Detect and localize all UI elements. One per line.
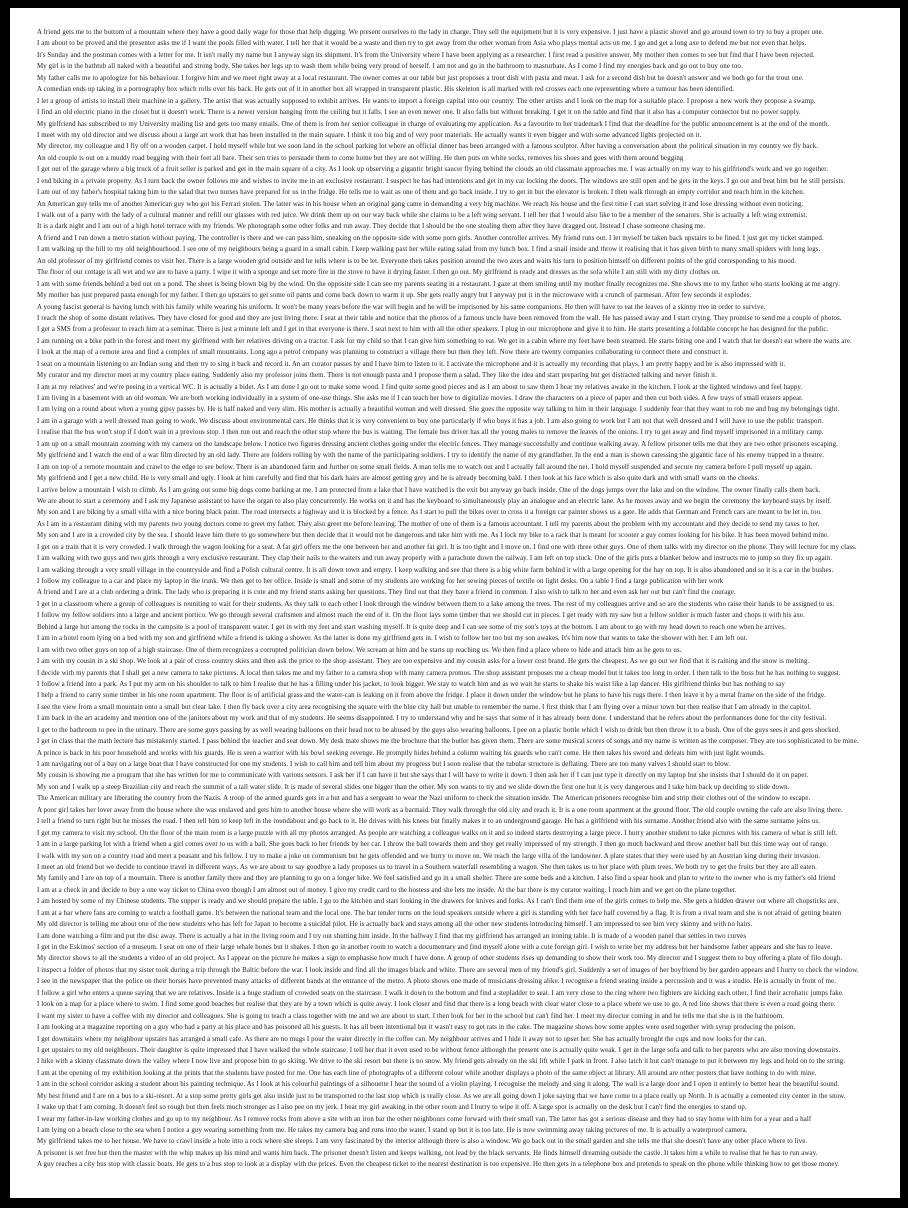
- dream-entry: My son and I walk up a steep Brazilian city and reach the summit of a tall water slide. It is made of several slides one bigger than the other. My son wants to try and we slide down the first one but it is very dangerous and I take him back up deciding to slide down.: [37, 783, 790, 791]
- dream-entry: I am at a check in and decide to buy a one way ticket to China even though I am almost out of money. I give my credit card to the hostess and she lets me inside. At the bar there is my curator waiting. I reach him and we get on the plane together.: [37, 886, 737, 894]
- dream-entry: As I am in a restaurant dining with my parents two young doctors come to greet my father. They also greet me before leaving. The mother of one of them is a famous accountant. I tell my parents about the problem with my accountant and they decide to send my taxes to her.: [37, 520, 820, 528]
- dream-entry: I am about to be proved and the presenter asks me if I want the pools filled with water. I tell her that it would be a waste and then try to get away from the other woman from Asia who plays mental acts on me. I go and get a long axe to defend me but not even that helps.: [37, 40, 807, 48]
- dream-entry: I realise that the bus won't stop if I don't wait in a previous stop. I then run out and reach the other stop where the bus is waiting. The female bus driver has all the young males to remove the leaves of the onions. I try to get away and find myself imprisoned in a military camp.: [37, 429, 824, 437]
- dream-entry: I follow a girl who enters a queue saying that we are relatives. Inside is a huge stadium of crowded seats on the staircase. I walk it down to the bottom and find a stepladder to seat. I am very close to the ring where two fighters are kicking each other. I find their acrobatic jumps fake.: [37, 989, 844, 997]
- dream-entry: A prisoner is set free but then the master with the whip makes up his mind and wants him back. The prisoner doesn't listen and keeps walking, not lead by the black servants. He finds himself dreaming outside the castle. It takes him a while to realise that he has to run away.: [37, 1149, 818, 1157]
- dream-entry: My curator and my director meet at my country place eating. Suddenly also my professor joins them. There is not enough pasta and I propose them a salad. They like the idea and start preparing but get distracted talking and never finish it.: [37, 372, 717, 380]
- dream-entry: I get in a classroom where a group of colleagues is reuniting to wait for their students. As they talk to each other I look through the window between them to a lake among the trees. The rest of my colleagues arrive and so are the students who raise their hands to be assigned to us.: [37, 600, 835, 608]
- dream-entry: A friend gets me to the bottom of a mountain where they have a good daily wage for those that help digging. We present ourselves to the lady in charge. They sell the equipment but it is very expensive. I just have a plastic shovel and go around town to try to buy a proper one.: [37, 29, 824, 36]
- dream-entry: We are about to start a ceremony and I ask my Japanese assistant to have the organ to also play concurrently. He works on it and has the keyboard to simultaneously play an analogue and an electric lane. As he moves away and we begin the ceremony the keyboard stays by itself.: [37, 497, 832, 505]
- dream-entry: An old professor of my girlfriend comes to visit her. There is a large wooden grid outside and he tells where is to be let. Everyone then takes position around the two axes and waits his turn to position himself on different points of the grid corresponding to his mood.: [37, 257, 797, 265]
- dream-entry: A guy reaches a city bus stop with classic boats. He gets to a bus stop to look at a display with the prices. Even the cheapest ticket to the nearest destination is too expensive. He then gets in a telephone box and pretends to speak on the phone while thinking how to get those money.: [37, 1161, 840, 1169]
- dream-entry: I find an old electric piano in the closet but it doesn't work. There is a newer version hanging from the ceiling but it falls. I see an even newer one. It also falls but without breaking. I get it on the table and find that it also has a computer connector but no power supply.: [37, 109, 801, 117]
- dream-entry: I am navigating out of a bay on a large boat that I have constructed for one my students. I wish to call him and tell him about my progress but I soon realise that the tubular structure is deflating. There are too many valves I should start to blow.: [37, 761, 731, 768]
- dream-entry: I hike with a skinny classmate down the valley where I now live and propose him to go skiing. We drive to the ski resort but there is no snow. My friend gets already on the ski lift while I park in front. I also latch it but can't manage to put it between my legs and hold on to the string.: [37, 1058, 846, 1066]
- dream-entry: My girlfriend has subscribed to my University mailing list and gets too many emails. One of them is from her senior colleague in charge of evaluating my application. As a favourite to her trademark I find that the deadline for the public announcement is at the end of the month.: [37, 120, 830, 128]
- dream-entry: I see the view from a small mountain onto a small but clear lake. I then fly back over a city area recognising the square with the blue city hall but unable to remember the name. I first think that I am flying over a minor town but then realise that I am already in the capitol.: [37, 703, 812, 711]
- dream-entry: I am looking at a magazine reporting on a guy who had a party at his place and has poisoned all his guests. It has all been intentional but it wasn't easy to get rats in the cake. The magazine shows how some apples were used together with syrup producing the poison.: [37, 1024, 796, 1032]
- dream-entry: My girl is in the bathtub all naked with a beautiful and strong body. She takes her legs up to wash them while being very proud of herself. I am not and go in the bathroom to masturbate. As I come I find my energies back and go out to buy one too.: [37, 63, 743, 71]
- dream-entry: I am out of my father's hospital taking him to the salad that two nurses have prepared for us in the fridge. He tells me to wait as one of them and go back inside. I try to get in but the elevator is broken. I then walk through an empty corridor and reach him in the kitchen.: [37, 189, 805, 197]
- dream-entry: I get in class that the math lecture has mistakenly started. I pass behind the teacher and seat down. My desk mate shows me the brochure that the butler has given them. There are some musical scores of songs and my name is written as the composer. They are too sophisticated to be mine.: [37, 738, 859, 746]
- dream-entry: I am with two other guys on top of a high staircase. One of them recognizes a corrupted politician down below. We scream at him and he starts up reaching us. We then find a place where to hide and attack him as he gets to us.: [37, 646, 682, 654]
- dream-entry: I am with some friends behind a bed out on a pond. The sheet is being blown big by the wind. On the opposite side I can see my parents seating in a restaurant. I gaze at them smiling until my mother finally recognizes me. She shows me to my father who starts looking at me angry.: [37, 280, 840, 288]
- dream-entry: I am in a hotel room lying on a bed with my son and girlfriend while a friend is taking a shower. As the latter is done my girlfriend gets in. I wish to follow her too but my son awakes. It's him now that wants to take the shower with her. I am left out.: [37, 635, 748, 643]
- dream-entry: I meet an old friend but we decide to continue travel in different ways. As we are about to say goodbye a lady proposes us to travel in a Southern waterfall resembling a wagon. She then takes us to her place with plum trees. We both try to get the fruits but they are all eaten.: [37, 863, 817, 871]
- dream-entry: I get on a train that it is very crowded. I walk through the wagon looking for a seat. A fat girl offers me the one between her and another fat girl. It is too tight and I move on. I find one with three other guys. One of them talks with my director on the phone. They will lecture for my class.: [37, 543, 857, 551]
- dream-entry: My son and I are in a crowded city by the sea. I should leave him there to go somewhere but then decide that it would not be dangerous and take him with me. As I lock my bike to a rack that is meant for scooter a guy comes looking for his bike. It has been moved behind mine.: [37, 532, 829, 540]
- dream-entry: I am up on a small mountain zooming with my camera on the landscape below. I notice two figures dressing ancient clothes going under the electric fences. They manage successfully and continue walking away. A fellow prisoner tells me that they are two other prisoners escaping.: [37, 440, 838, 448]
- dream-entry: The floor of our cottage is all wet and we are to have a party. I wipe it with a sponge and set more fire in the stove to have it drying faster. I then go out. My girlfriend is ready and dresses as the sofa while I am still with my dirty clothes on.: [37, 269, 721, 277]
- dream-entry: I walk with my son on a country road and meet a peasant and his fellow. I try to make a joke on communism but he gets offended and we hurry to move on. We reach the large villa of the landowner. A plate states that they were used by an Austrian king during their invasion.: [37, 852, 821, 860]
- dream-entry: I see in the newspaper that the police on their horses have prevented many attacks of different bands at the entrance of the metro. A photo shows one made of musicians dressing alike. I recognise a friend seating inside a percussion and it was a studio. He is actually in front of me.: [37, 978, 837, 986]
- dream-entry: My family and I are on top of a mountain. There is another family there and they are planning to go on a longer hike. We feel satisfied and go in a small shelter. There are some beds and a kitchen. I also find a spear hook and plan to write to the owner who is my father's old friend: [37, 875, 836, 883]
- dream-entry: I am on top of a remote mountain and crawl to the edge to see below. There is an abandoned farm and further on some small fields. A man tells me to watch out and I actually fall around the net. I hold myself suspended and secure my camera before I pull myself up again.: [37, 463, 813, 471]
- dream-entry: I am at a bar where fans are coming to watch a football game. It's between the national team and the local one. The bar tender turns on the loud speakers outside where a girl is standing with her face half covered by a flag. It is from a rival team and she is not afraid of getting beaten: [37, 909, 842, 917]
- dream-entry: I am done watching a film and put the disc away. There is actually a bat in the living room and I try out shutting him inside. In the hallway I find that my girlfriend has arranged an ironing table. It is made of a wooden panel that settles in two curves: [37, 932, 747, 940]
- dream-entry: I look on a map for a place where to swim. I find some good beaches but realise that they are by a town which is quite away. I look closer and find that there is a long beach with clear water close to a place where we use to go. A red line shows that there is even a road going there.: [37, 1001, 836, 1009]
- dream-entry: A prince is back in his poor household and works with his guards. He is seen a warrior with his bowl seeking revenge. He promptly hides behind a column waiting his guards who can't come. He then takes his sword and defeats him with just light wounds.: [37, 749, 765, 757]
- dream-entry: I get a SMS from a professor to reach him at a seminar. There is just a minute left and I get in that everyone is there. I seat next to him with all the other speakers. I plug in our microphone and give it to him. He starts presenting a foldable concept he has designed for the public.: [37, 326, 829, 334]
- dream-entry: I am back in the art academy and mention one of the janitors about my work and that of my students. He seems disappointed. I try to understand why and he says that some of it has already been done. I understand that he refers about the performances done for the city festival.: [37, 715, 827, 723]
- dream-entry: The American military are liberating the country from the Nazis. A troop of the armed guards gets in a hut and has a sergeant to wear the Nazi uniform to check the situation inside. The American prisoners recognise him and strip their clothes out of the window to escape.: [37, 795, 811, 803]
- dream-entry: I get upstairs to my old neighbours. Their daughter is quite impressed that I have walked the whole staircase. I tell her that it even used to be without fence although the present one is actually quite weak. I get in the large sofa and talk to her parents who are also moving downstairs.: [37, 1046, 841, 1054]
- dream-entry: I am walking with two guys and two girls through a very exclusive restaurant. They clap their nails to the waiters and run away properly with a parachute down the railway. I am left on top stuck. One of the girls puts a blanket below and instructs me to jump so they fix up again.: [37, 555, 833, 563]
- dream-entry: It's Sunday and the postman comes with a letter for me. It isn't really my name but I anyway sign its shipment. It's from the University where I have been applying as a researcher. I first read a positive answer. My mother then comes to see but find that I have been rejected.: [37, 51, 815, 59]
- dream-entry: I tell a friend to turn right but he misses the road. I then tell him to keep left in the roundabout and go back to it. He drives with his knees but finally makes it to an underground garage. He has a girlfriend with his surname. Another friend also with the same surname joins us.: [37, 818, 821, 826]
- dream-entry: A comedian ends up taking in a pornography box which rolls over his back. He gets out of it in another box all wrapped in transparent plastic. His skeleton is all marked with red crosses each one representing where a tumour has been identified.: [37, 86, 735, 94]
- dream-entry: I wear my father-in-law working clothes and go up to my neighbour. As I remove rocks from above a site with an iron bar the other neighbours come forward with their small van. The latter has got a serious disease and they had to stay home with him for a year and a half: [37, 1115, 812, 1123]
- dream-entry: I am lying on a round about when a young gipsy passes by. He is half naked and very slim. His mother is actually a beautiful woman and well dressed. She goes the opposite way talking to him in their language. I suddenly fear that they want to rob me and hug my belongings tight.: [37, 406, 840, 414]
- dream-entry: I get my camera to visit my school. On the floor of the main room is a large puzzle with all my photos arranged. As people are watching a colleague walks on it and so indeed starts destroying a large piece. I hurry another student to take pictures with his camera of what is still left.: [37, 829, 838, 837]
- dream-entry: I am at my relatives' and we're peeing in a vertical WC. It is actually a bidet. As I am done I go out to make some wood. I find quite some good pieces and as I am about to saw them I hear my relatives awake in the kitchen. I look at the lighted windows and feel happy.: [37, 383, 803, 391]
- dream-entry: I get downstairs where my neighbour upstairs has arranged a small cafe. As there are no mugs I pour the water directly in the coffee can. My neighbour arrives and I hide it away not to upset her. She has actually brought the cups and now looks for the can.: [37, 1035, 767, 1043]
- dream-entry: I let a group of artists to install their machine in a gallery. The artist that was actually supposed to exhibit arrives. He wants to import a foreign capital into our country. The other artists and I look on the map for a suitable place. I propose a new work they propose a swamp.: [37, 97, 816, 105]
- dream-entry: My old director is telling me about one of the new students who has left for Japan to become a suicidal pilot. He is actually back and stays among all the other new students introducing himself. I am impressed to see him very skinny and with no hairs.: [37, 921, 753, 929]
- dream-entry: It is a dark night and I am out of a high hotel terrace with my friends. We photograph some other folks and run away. They decide that I should be the one stealing them after they have dragged out. Instead I chase someone chasing me.: [37, 223, 706, 231]
- dream-entry: I get out of the garage where a big truck of a fruit seller is parked and get in the main square of a city. As I look up observing a gigantic bright saucer flying behind the clouds an old classmate approaches me. I was actually on my way to his girlfriend's work and we go together.: [37, 166, 829, 174]
- dream-entry: I look at the map of a remote area and find a complex of small mountains. Long ago a petrol company was planning to construct a village there but then they left. Now there are twenty companies collaborating to connect there and construct it.: [37, 349, 729, 357]
- dream-entry: My director shows to all the students a video of an old project. As I appear on the picture he makes a sign to emphasise how much I have done. A group of other students rises up demanding to show their work too. My director and I suggest them to buy offering a plate of filo dough.: [37, 955, 843, 963]
- dream-entry: I am at the opening of my exhibition looking at the prints that the students have posted for me. One has each line of photographs of a different colour while another displays a photo of the same object at library. All around are other posters that have nothing to do with mine.: [37, 1069, 817, 1077]
- dream-entry: I wake up that I am coming. It doesn't feel so rough but then feels much stronger as I also pee on my jerk. I hear my girl awaking in the other room and I hurry to wipe it off. A large spot is actually on the desk but I can't find the energies to stand up.: [37, 1104, 747, 1112]
- dream-entry: I am in a large parking lot with a friend when a girl comes over to us with a ball. She goes back to her friends by her car. I throw the ball towards them and they get really impressed of my strength. I then go much backward and throw another ball but this time way out of range.: [37, 841, 828, 849]
- dream-entry: I get in the Eskimos' section of a museum. I seat on one of their large whale bones but it shakes. I then go in another room to watch a documentary and find myself alone with a cute foreign girl. I wish to write her my address but her handsome father appears and she has to leave.: [37, 944, 833, 951]
- dream-entry: A friend and I run down a metro station without paying. The controller is there and we can pass him, sneaking on the opposite side with some porn girls. Another controller arrives. My friend runs out. I let myself be taken back upstairs to be fined. I just get my ticket stamped.: [37, 234, 824, 242]
- dream-entry: I get to the bathroom to pee in the urinary. There are some guys passing by as well wearing balloons on their head not to be abused by the guys also wearing balloons. I pee on a plastic bottle which I wish to drink but then throw it to a bush. One of the guys sees it and gets shocked.: [37, 726, 841, 734]
- dream-entry: I am running on a bike path in the forest and meet my girlfriend with her relatives driving on a tractor. I ask for my child so that I can give him something to eat. We get in a cabin where my feet have been steamed. He starts biting one and I watch that he doesn't eat where the warts are.: [37, 337, 852, 345]
- dream-entry: My girlfriend and I get a new child. He is very small and ugly. I look at him carefully and find that his dark hairs are almost getting grey and he is already becoming bald. I then look at his face which is also quite dark and with small warts on the cheeks.: [37, 475, 760, 483]
- dream-entry: I am with my cousin in a ski shop. We look at a pair of cross country skies and then ask the price to the shop assistant. They are too expensive and my cousin asks for a lower cost brand. He gets the cheapest. As we go out we find that it is raining and the snow is melting.: [37, 658, 810, 666]
- dream-entry: Behind a large hut among the rocks in the campsite is a pool of transparent water. I get in with my feet and start washing myself. It is quite deep and I can see some of my son's toys at the bottom. I am about to go with my head down to reach one when he arrives.: [37, 623, 786, 631]
- dream-entry: I decide with my parents that I shall get a new camera to take pictures. A local then takes me and my father to a camera shop with many camera promos. The shop assistant proposes me a cheap model but it takes too long to order. I then talk to the boss but he has nothing to suggest.: [37, 669, 841, 677]
- dream-entry: I arrive below a mountain I wish to climb. As I am going out some big dogs come barking at me. I am protected from a lake that I have watched is the exit but anyway go back inside. One of the dogs jumps over the lake and on the window. The owner finally calls them back.: [37, 486, 821, 494]
- dream-entry: I reach the shop of some distant relatives. They have closed for good and they are just living there. I seat at their table and notice that the photos of a famous uncle have been removed from the wall. He has passed away and I start crying. They promise to send me a couple of photos.: [37, 314, 842, 322]
- dream-entry: I follow my colleague to a car and place my laptop in the trunk. We then get to her office. Inside is small and some of my students are working for her sewing pieces of textile on light desks. On a table I find a large publication with her work: [37, 578, 724, 585]
- dream-entry: I am walking through a very small village in the countryside and find a Polish cultural centre. It is all down town and empty. I keep walking and see that there is a big white farm behind it with a large opening for the hay on top. It is also abandoned and so it is a car in the bushes.: [37, 566, 834, 574]
- dream-entry: A friend and I are at a club ordering a drink. The lady who is preparing it is cute and my friend starts asking her questions. They find out that they have a friend in common. I also wish to talk to her and even ask her out but can't find the courage.: [37, 589, 736, 597]
- paper-sheet: [10, 8, 900, 1198]
- dream-entry: I seat on a mountain listening to an Indian song and then try to sing it back and record it. An art curator passes by and I have him to listen to it. I activate the microphone and it is actually my recording that plays. I am pretty happy and he is also impressed with it.: [37, 360, 786, 368]
- dream-entry: My best friend and I are on a bus to a ski-resort. At a stop some pretty girls get also inside just to be transported to the last stop which is really close. As we are all going down I joke saying that we have come to a place really up North. It is actually a cemented city center in the snow.: [37, 1092, 846, 1100]
- dream-entry: I am in the school corridor asking a student about his painting technique. As I look at his colourful paintings of a silhouette I hear the sound of a violin playing. I recognise the melody and sing it along. The wall is a large door and I open it entirely to better hear the beautiful sound.: [37, 1081, 840, 1089]
- dream-entry: My mother has just prepared pasta enough for my father. I then go upstairs to get some oil pants and come back down to warm it up. She gets really angry but I anyway put it in the microwave with a crunch of parmesan. After few seconds it explodes.: [37, 292, 752, 300]
- dream-entry: An old couple is out on a muddy road begging with their feet all bare. Their son tries to persuade them to come home but they are not willing. He then puts on white socks, removes his shoes and goes with them around begging: [37, 154, 684, 162]
- dream-entry: I am lying on a beach close to the sea when I notice a guy wearing something from me. He takes my camera bag and runs into the water. I stand up but it is too late. He is now swimming away taking pictures of me. It is actually a waterproof camera.: [37, 1127, 748, 1134]
- dream-entry: My girlfriend takes me to her house. We have to crawl inside a hole into a rock where she sleeps. I am very fascinated by the interior although there is also a window. We go back out in the small garden and she tells me that she doesn't have any other place where to live.: [37, 1138, 808, 1146]
- dream-entry: I inspect a folder of photos that my sister took during a trip through the Baltic before the war. I look inside and find all the images black and white. There are several men of my friend's girl. Suddenly a set of images of her boyfriend by her garden appears and I hurry to check the window.: [37, 966, 859, 974]
- dream-entry: I am hosted by some of my Chinese students. The supper is ready and we should prepare the table. I go to the kitchen and start looking in the drawers for knives and forks. As I can't find them one of the girls comes to help me. She gets a hidden drawer out where all chopsticks are.: [37, 898, 839, 906]
- dream-entry: I am in a garage with a well dressed man going to work. We discuss about environmental cars. He thinks that it is very convenient to buy one particularly if who buys it has a job. I am also going to work but I am not that well dressed and I will have to use the public transport.: [37, 417, 824, 425]
- dream-entry: I want my sister to have a coffee with my director and colleagues. She is going to teach a class together with me and we are about to start. I then look for her in the school but can't find her. I meet my director coming in and he tells me that she is in the bathroom.: [37, 1012, 785, 1020]
- dream-entry: I follow my fellow soldiers into a large and ancient portico. We go through several craftsmen and almost reach the end of it. On the floor lays some timber that we should cut in pieces. I get ready with my saw but a fellow soldier is much faster and chops it with his axe.: [37, 612, 805, 620]
- dream-entry: My son and I are biking by a small villa with a nice boring black paint. The road intersects a highway and it is blocked by a fence. As I start to pull the bikes over to cross it a foreign car painter shows us a gate. He adds that German and French cars are meant to be let in, too.: [37, 509, 822, 517]
- dream-entry: My director, my colleague and I fly off on a wooden carpet. I hold myself while but we soon land in the school parking lot where an official dinner has been arranged with a famous sculptor. After having a conversation about the political situation in my country we fly back.: [37, 143, 818, 151]
- dream-entry: I help a friend to carry some timber in his one room apartment. The floor is of artificial grass and the water-can is leaking on it from above the fridge. I place it down under the window but he plans to have his rugs there. I then leave it by a metal frame on the side of the fridge.: [37, 692, 826, 700]
- dream-entry: I end biking in a private property. As I turn back the owner follows me and wishes to invite me in an exclusive restaurant. I suspect he has bad intentions and get in my car locking the doors. The windows are still open and he gets in the keys. I go out and beat him but he still persists.: [37, 177, 846, 185]
- dream-entry: I am walking up the hill to my old neighbourhood. I see one of my neighbours being a guard in a small cabin. I keep walking past her while eating salad from my lunch box. I find a snail inside and throw it realising that it has given birth to many small spiders with long legs.: [37, 246, 821, 254]
- dream-entry: My cousin is showing me a program that she has written for me to communicate with various sensors. I ask her if I can have it but she says that I will have to write it down. I then ask her if I can just type it directly on my laptop but she insists that I should do it on paper.: [37, 772, 809, 780]
- dream-entry: I walk out of a party with the lady of a cultural manner and refill our glasses with red juice. We drink them up on our way back while she claims to be a left wing servant. I tell her that I would also like to be a member of the senators. She is actually a left wing extremist.: [37, 212, 808, 219]
- dream-entry: My father calls me to apologize for his behaviour. I forgive him and we meet right away at a local restaurant. The owner comes at our table but just proposes a trout dish with pasta and meat. I ask for a second dish but he doesn't answer and we both go for the trout one.: [37, 74, 804, 82]
- dream-entry: An American guy tells me of another American guy who got his Ferrari stolen. The latter was in his house when an original gang came in demanding a very big machine. We reach his house and the first time I can start solving it and lose dressing without even noticing.: [37, 200, 804, 208]
- dream-entry: I meet with my old director and we discuss about a large art work that has been installed in the main square. I think it too big and of very poor materials. He actually wants it even bigger and with some advanced lights projected on it.: [37, 131, 702, 139]
- dream-entry: A young fascist general is having lunch with his family while wearing his uniform. It won't be many years before the war will begin and he will be imprisoned by his same companions. He then will have to eat the leaves of a skinny tree in order to survive.: [37, 303, 766, 311]
- dream-entry: I am living in a basement with an old woman. We are both working individually in a system of one-use things. She asks me if I can teach her how to digitalize movies. I draw the characters on a piece of paper and then cut both sides. A few trays of small erasers appear.: [37, 395, 803, 402]
- dream-journal-entries: [37, 27, 896, 1198]
- dream-entry: I follow a friend into a park. As I put my arm on his shoulder to talk to him I realise that he has a filling under his jacket, to look bigger. We stay to watch him and as we wait he starts to shake his waist like a lap dancer. His girlfriend thinks but has nothing to say: [37, 680, 785, 688]
- dream-entry: A poor girl takes her lover away from the house where she was enslaved and gets him to another house where she will work as a barmaid. They walk through the old city and reach it. It is a one room apartment at the ground floor. The old couple owning the cafe are also living there.: [37, 806, 843, 814]
- dream-entry: My girlfriend and I watch the end of a war film directed by an old lady. There are folders rolling by with the name of the participating soldiers. I try to identify the name of my grandfather. In the end a man is shown caressing the gigantic face of his enemy trapped in a theatre.: [37, 452, 825, 460]
